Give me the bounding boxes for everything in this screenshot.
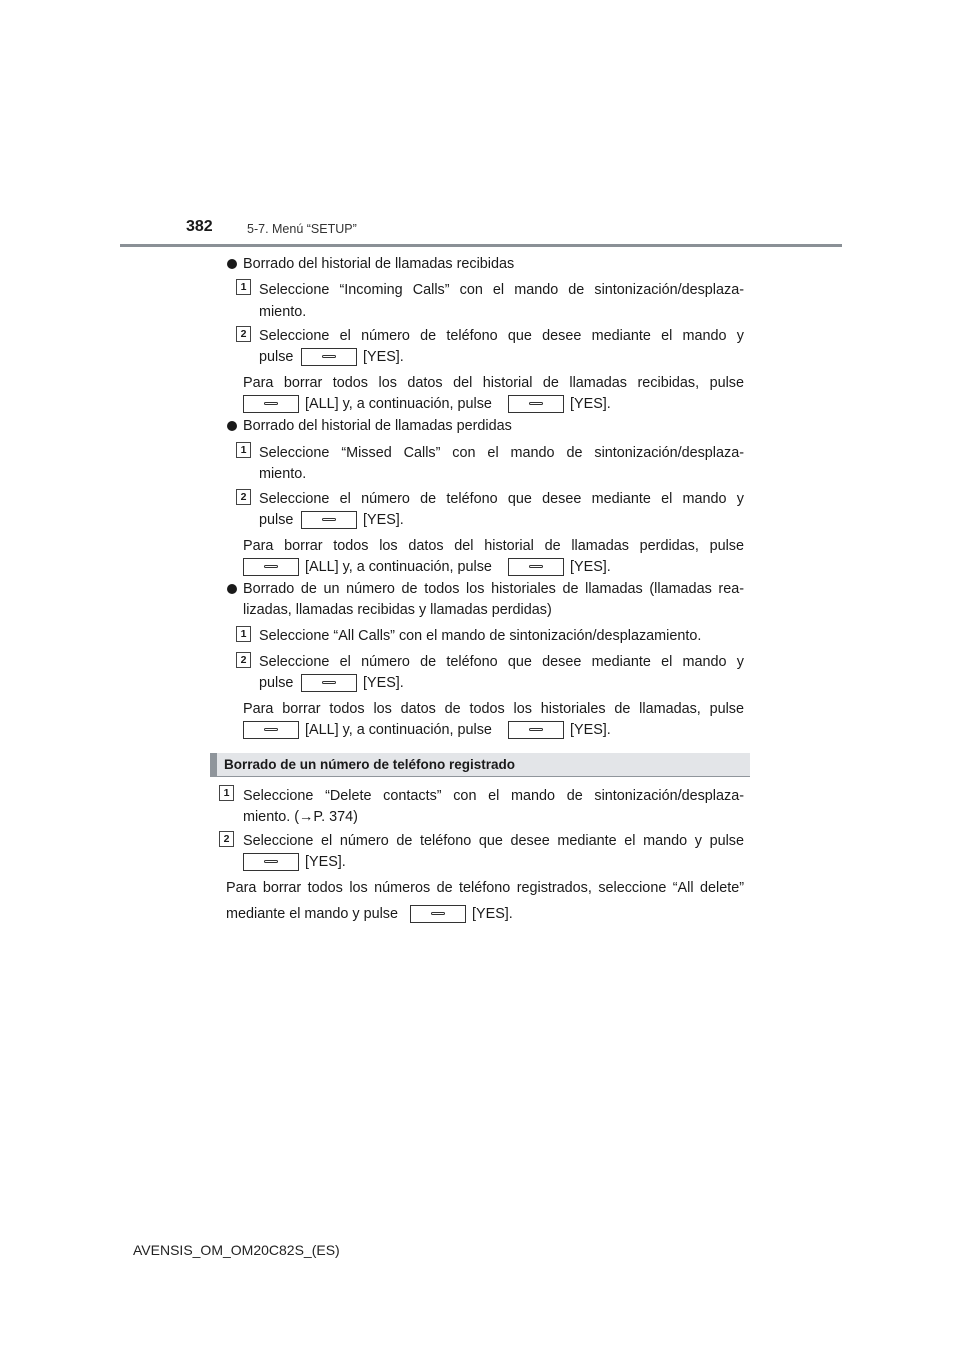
step-text: pulse xyxy=(259,512,294,528)
step-text: Seleccione el número de teléfono que desee mediante el mando y xyxy=(259,654,744,670)
section-heading-rule xyxy=(210,776,750,777)
tune-scroll-knob-icon xyxy=(301,348,357,366)
tune-scroll-knob-icon xyxy=(301,511,357,529)
step-text: [YES]. xyxy=(363,675,404,691)
step-text: Seleccione “Incoming Calls” con el mando de sintonización/desplaza- xyxy=(259,282,744,298)
bullet-text: Borrado de un número de todos los historiales de llamadas (llamadas rea- xyxy=(243,581,744,597)
step-2-icon: 2 xyxy=(236,489,251,505)
header-rule xyxy=(120,244,842,247)
step-text: Seleccione “All Calls” con el mando de sintonización/desplazamiento. xyxy=(259,628,702,644)
step-text: Seleccione “Delete contacts” con el mando de sintonización/desplaza- xyxy=(243,788,744,804)
step-2-icon: 2 xyxy=(236,326,251,342)
note-text: mediante el mando y pulse xyxy=(226,906,398,922)
bullet-text: lizadas, llamadas recibidas y llamadas perdidas) xyxy=(243,602,552,618)
step-2-icon: 2 xyxy=(236,652,251,668)
note-text: [ALL] y, a continuación, pulse xyxy=(305,396,492,412)
note-text: [ALL] y, a continuación, pulse xyxy=(305,722,492,738)
step-text: miento. xyxy=(259,466,307,482)
bullet-icon xyxy=(227,421,237,431)
document-footer: AVENSIS_OM_OM20C82S_(ES) xyxy=(133,1242,340,1258)
bullet-text: Borrado del historial de llamadas recibidas xyxy=(243,256,515,272)
step-text: Seleccione el número de teléfono que desee mediante el mando y xyxy=(259,328,744,344)
step-text: pulse xyxy=(259,349,294,365)
step-text: [YES]. xyxy=(363,349,404,365)
step-text: Seleccione “Missed Calls” con el mando de sintonización/desplaza- xyxy=(259,445,744,461)
tune-scroll-knob-icon xyxy=(410,905,466,923)
tune-scroll-knob-icon xyxy=(508,395,564,413)
tune-scroll-knob-icon xyxy=(243,558,299,576)
tune-scroll-knob-icon xyxy=(243,853,299,871)
note-text: [YES]. xyxy=(570,722,611,738)
step-text: [YES]. xyxy=(363,512,404,528)
note-text: Para borrar todos los datos de todos los historiales de llamadas, pulse xyxy=(243,701,744,717)
note-text: Para borrar todos los datos del historial de llamadas perdidas, pulse xyxy=(243,538,744,554)
step-text: Seleccione el número de teléfono que desee mediante el mando y xyxy=(259,491,744,507)
note-text: [YES]. xyxy=(570,396,611,412)
step-1-icon: 1 xyxy=(219,785,234,801)
step-text: miento. xyxy=(259,304,307,320)
step-text: pulse xyxy=(259,675,294,691)
section-title: 5-7. Menú “SETUP” xyxy=(247,222,357,236)
tune-scroll-knob-icon xyxy=(508,721,564,739)
step-2-icon: 2 xyxy=(219,831,234,847)
note-text: [YES]. xyxy=(570,559,611,575)
tune-scroll-knob-icon xyxy=(243,721,299,739)
tune-scroll-knob-icon xyxy=(243,395,299,413)
bullet-icon xyxy=(227,259,237,269)
step-1-icon: 1 xyxy=(236,626,251,642)
tune-scroll-knob-icon xyxy=(301,674,357,692)
step-text: [YES]. xyxy=(305,854,346,870)
note-text: [ALL] y, a continuación, pulse xyxy=(305,559,492,575)
bullet-icon xyxy=(227,584,237,594)
note-text: Para borrar todos los datos del historial de llamadas recibidas, pulse xyxy=(243,375,744,391)
step-text: Seleccione el número de teléfono que desee mediante el mando y pulse xyxy=(243,833,744,849)
page-number: 382 xyxy=(186,218,213,235)
step-1-icon: 1 xyxy=(236,279,251,295)
section-heading: Borrado de un número de teléfono registrado xyxy=(224,757,516,772)
note-text: [YES]. xyxy=(472,906,513,922)
note-text: Para borrar todos los números de teléfono registrados, seleccione “All delete” xyxy=(226,880,744,896)
tune-scroll-knob-icon xyxy=(508,558,564,576)
step-text: miento. (→P. 374) xyxy=(243,809,358,825)
step-1-icon: 1 xyxy=(236,442,251,458)
bullet-text: Borrado del historial de llamadas perdidas xyxy=(243,418,512,434)
